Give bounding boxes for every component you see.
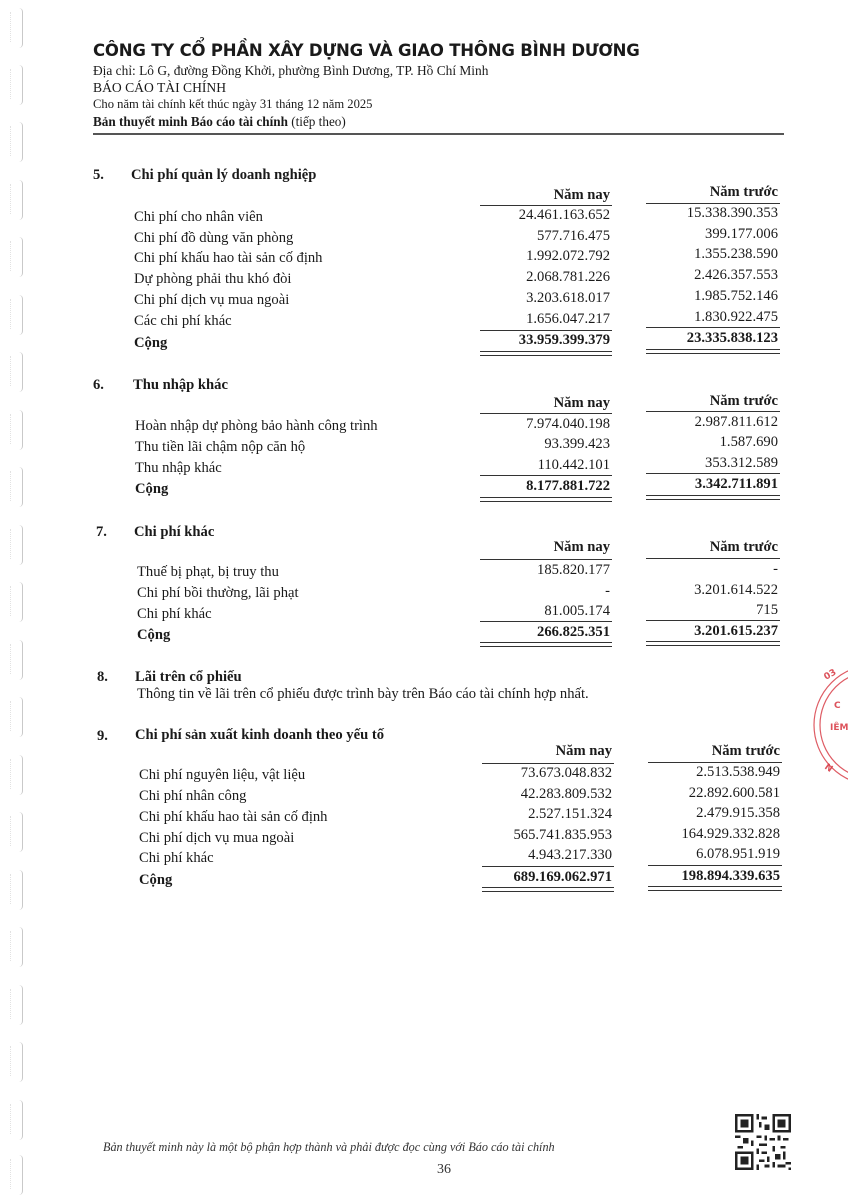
column-header-current: Năm nay [553,539,610,555]
stamp-text: IÊM [830,723,848,733]
binding-hole [12,1100,23,1140]
binding-hole [12,180,23,220]
row-label: Các chi phí khác [134,313,232,329]
total-previous: 3.342.711.891 [694,476,778,492]
value-current: 42.283.809.532 [520,786,612,802]
value-previous: 1.355.238.590 [694,246,778,262]
row-label: Chi phí dịch vụ mua ngoài [139,830,295,846]
column-header-current: Năm nay [553,187,610,203]
binding-hole [12,410,23,450]
value-previous: 6.078.951.919 [696,846,780,862]
section-number: 8. [97,669,108,685]
total-previous: 23.335.838.123 [686,330,778,346]
value-current: 73.673.048.832 [520,765,612,781]
binding-hole [12,352,23,392]
section-title: Lãi trên cổ phiếu [135,669,242,685]
value-current: 24.461.163.652 [518,207,610,223]
value-previous: 164.929.332.828 [681,826,780,842]
value-current: 2.527.151.324 [528,806,612,822]
value-current: 1.992.072.792 [526,248,610,264]
company-address: Địa chỉ: Lô G, đường Đồng Khởi, phường Bình Dương, TP. Hồ Chí Minh [93,63,489,78]
row-label: Chi phí dịch vụ mua ngoài [134,292,290,308]
value-current: 185.820.177 [537,562,610,578]
total-current: 689.169.062.971 [513,869,612,885]
total-double-rule [646,641,780,646]
row-label: Thu tiền lãi chậm nộp căn hộ [135,439,306,455]
section-title: Chi phí sản xuất kinh doanh theo yếu tố [135,727,384,743]
value-previous: 1.587.690 [719,434,778,450]
section-text: Thông tin về lãi trên cổ phiếu được trình bày trên Báo cáo tài chính hợp nhất. [137,686,589,702]
binding-hole [12,8,23,48]
total-double-rule [480,642,612,647]
section-number: 5. [93,167,104,183]
total-label: Cộng [135,481,169,497]
value-previous: 399.177.006 [705,226,778,242]
total-double-rule [646,495,780,500]
footer-note: Bản thuyết minh này là một bộ phận hợp thành và phải được đọc cùng với Báo cáo tài chính [103,1140,555,1154]
row-label: Chi phí cho nhân viên [134,209,263,225]
binding-hole [12,927,23,967]
column-header-previous: Năm trước [709,539,778,555]
value-previous: 22.892.600.581 [688,785,780,801]
value-previous: 715 [756,602,778,618]
binding-hole [12,295,23,335]
column-header-previous: Năm trước [709,184,778,200]
binding-hole [12,122,23,162]
total-label: Cộng [137,627,171,643]
section-title: Chi phí quản lý doanh nghiệp [131,167,317,183]
total-current: 33.959.399.379 [518,332,610,348]
row-label: Chi phí khác [139,850,214,866]
column-header-current: Năm nay [553,395,610,411]
section-number: 7. [96,524,107,540]
binding-hole [12,640,23,680]
stamp-text: C [834,701,841,711]
row-label: Thu nhập khác [135,460,222,476]
section-title: Chi phí khác [134,524,215,540]
value-current: 565.741.835.953 [513,827,612,843]
row-label: Chi phí nhân công [139,788,247,804]
section-title: Thu nhập khác [133,377,228,393]
binding-hole [12,65,23,105]
binding-hole [12,525,23,565]
row-label: Dự phòng phải thu khó đòi [134,271,292,287]
company-stamp [812,650,848,800]
total-previous: 3.201.615.237 [694,623,778,639]
binding-hole [12,812,23,852]
binding-hole [12,985,23,1025]
value-previous: 2.426.357.553 [694,267,778,283]
section-number: 6. [93,377,104,393]
value-current: 2.068.781.226 [526,269,610,285]
page-number: 36 [437,1162,451,1177]
binding-hole [12,755,23,795]
total-double-rule [480,497,612,502]
value-previous: 2.479.915.358 [696,805,780,821]
value-previous: 2.987.811.612 [694,414,778,430]
header-divider [93,133,784,135]
qr-code-icon [735,1114,791,1170]
section-number: 9. [97,728,108,744]
column-header-previous: Năm trước [711,743,780,759]
total-double-rule [648,886,782,891]
value-current: 110.442.101 [537,457,610,473]
value-previous: 1.830.922.475 [694,309,778,325]
value-current: 93.399.423 [544,436,610,452]
company-name: CÔNG TY CỔ PHẦN XÂY DỰNG VÀ GIAO THÔNG BÌNH DƯƠNG [93,41,640,60]
report-title: BÁO CÁO TÀI CHÍNH [93,80,227,95]
total-previous: 198.894.339.635 [681,868,780,884]
total-double-rule [480,351,612,356]
value-current: 1.656.047.217 [526,311,610,327]
value-current: 7.974.040.198 [526,416,610,432]
report-header [93,40,783,130]
binding-hole [12,870,23,910]
subtitle-rest: (tiếp theo) [287,114,346,129]
column-header-previous: Năm trước [709,393,778,409]
total-double-rule [482,887,614,892]
value-current: 577.716.475 [537,228,610,244]
value-previous: - [773,561,778,577]
row-label: Chi phí bồi thường, lãi phạt [137,585,299,601]
total-label: Cộng [134,335,168,351]
binding-edge [0,0,40,1200]
value-previous: 2.513.538.949 [696,764,780,780]
row-label: Chi phí khấu hao tài sản cố định [134,250,323,266]
report-subtitle [93,113,783,130]
subtitle-bold: Bản thuyết minh Báo cáo tài chính [93,114,288,129]
binding-hole [12,237,23,277]
value-current: 3.203.618.017 [526,290,610,306]
row-label: Chi phí khác [137,606,212,622]
binding-hole [12,697,23,737]
value-previous: 3.201.614.522 [694,582,778,598]
value-previous: 353.312.589 [705,455,778,471]
total-current: 266.825.351 [537,624,610,640]
row-label: Chi phí đồ dùng văn phòng [134,230,294,246]
value-current: 81.005.174 [544,603,610,619]
value-previous: 1.985.752.146 [694,288,778,304]
total-current: 8.177.881.722 [526,478,610,494]
row-label: Hoàn nhập dự phòng bảo hành công trình [135,418,378,434]
row-label: Chi phí nguyên liệu, vật liệu [139,767,306,783]
total-label: Cộng [139,872,173,888]
report-period: Cho năm tài chính kết thúc ngày 31 tháng 12 năm 2025 [93,97,373,111]
stamp-text: 03 [822,667,839,683]
total-double-rule [646,349,780,354]
value-previous: 15.338.390.353 [686,205,778,221]
binding-hole [12,1042,23,1082]
binding-hole [12,1155,23,1195]
row-label: Thuế bị phạt, bị truy thu [137,564,279,580]
value-current: 4.943.217.330 [528,847,612,863]
stamp-text: N [822,762,835,775]
value-current: - [605,583,610,599]
binding-hole [12,582,23,622]
binding-hole [12,467,23,507]
row-label: Chi phí khấu hao tài sản cố định [139,809,328,825]
column-header-current: Năm nay [555,743,612,759]
